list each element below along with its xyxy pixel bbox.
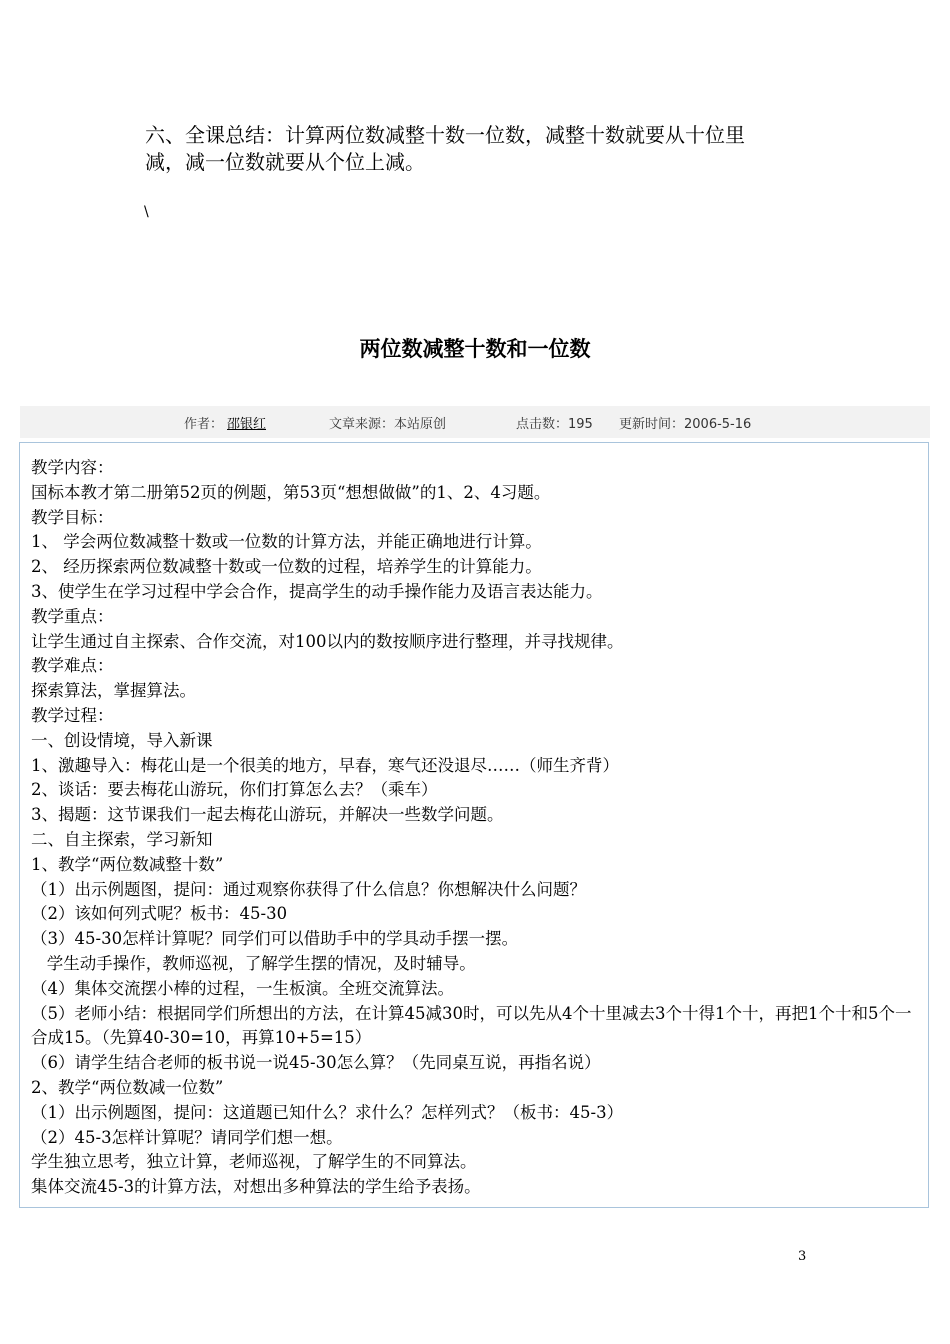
summary-line-1: 六、全课总结：计算两位数减整十数一位数，减整十数就要从十位里 (145, 123, 745, 147)
author-link[interactable]: 邵银红 (227, 417, 267, 432)
content-line: 2、教学“两位数减一位数” (31, 1077, 224, 1097)
article-source: 文章来源：本站原创 (329, 417, 447, 432)
content-line: （2）该如何列式呢？板书：45-30 (31, 904, 288, 924)
content-line: 教学难点： (31, 656, 114, 676)
content-line: （2）45-3怎样计算呢？请同学们想一想。 (31, 1127, 343, 1147)
content-line: （1）出示例题图，提问：通过观察你获得了什么信息？你想解决什么问题？ (31, 879, 586, 899)
author-label: 作者： (184, 417, 224, 432)
content-line: 3、揭题：这节课我们一起去梅花山游玩，并解决一些数学问题。 (31, 805, 504, 825)
content-line: 教学目标： (31, 507, 114, 527)
content-line: （1）出示例题图，提问：这道题已知什么？求什么？怎样列式？（板书：45-3） (31, 1102, 624, 1122)
content-line: 2、谈话：要去梅花山游玩，你们打算怎么去？（乘车） (31, 780, 438, 800)
content-line: 二、自主探索，学习新知 (31, 829, 213, 849)
content-line: 教学内容： (31, 458, 114, 477)
article-meta-bar (20, 406, 930, 438)
content-line: 国标本教才第二册第52页的例题，第53页“想想做做”的1、2、4习题。 (31, 482, 551, 502)
content-line: 教学过程： (31, 705, 114, 725)
article-title: 两位数减整十数和一位数 (359, 337, 591, 361)
stray-backslash: \ (144, 204, 149, 220)
hit-count: 点击数：195 (516, 417, 593, 432)
content-line: 让学生通过自主探索、合作交流，对100以内的数按顺序进行整理，并寻找规律。 (31, 631, 624, 651)
lesson-summary (145, 122, 825, 176)
content-line: 教学重点： (31, 606, 114, 626)
update-time: 更新时间：2006-5-16 (619, 417, 752, 432)
content-line: （3）45-30怎样计算呢？同学们可以借助手中的学具动手摆一摆。 (31, 929, 519, 949)
content-line: （4）集体交流摆小棒的过程，一生板演。全班交流算法。 (31, 978, 454, 998)
content-line: 一、创设情境，导入新课 (31, 730, 213, 750)
content-line: 学生独立思考，独立计算，老师巡视，了解学生的不同算法。 (31, 1152, 477, 1172)
content-line: 1、激趣导入：梅花山是一个很美的地方，早春，寒气还没退尽……（师生齐背） (31, 755, 619, 775)
content-line: 2、 经历探索两位数减整十数或一位数的过程，培养学生的计算能力。 (31, 557, 542, 577)
content-line: 学生动手操作，教师巡视，了解学生摆的情况，及时辅导。 (31, 953, 476, 973)
summary-line-2: 减，减一位数就要从个位上减。 (145, 150, 425, 174)
content-line: 3、使学生在学习过程中学会合作，提高学生的动手操作能力及语言表达能力。 (31, 581, 603, 601)
content-line: 1、 学会两位数减整十数或一位数的计算方法，并能正确地进行计算。 (31, 532, 542, 552)
article-content (19, 442, 929, 1208)
page-number: 3 (798, 1249, 807, 1264)
content-line: 1、教学“两位数减整十数” (31, 854, 224, 874)
content-line: 探索算法，掌握算法。 (31, 681, 196, 701)
content-line: （6）请学生结合老师的板书说一说45-30怎么算？（先同桌互说，再指名说） (31, 1053, 601, 1073)
content-line: （5）老师小结：根据同学们所想出的方法，在计算45减30时，可以先从4个十里减去3个十得1个十，再把1个十和5个一合成15。（先算40-30=10，再算10+5=15） (31, 1003, 912, 1048)
content-line: 集体交流45-3的计算方法，对想出多种算法的学生给予表扬。 (31, 1177, 481, 1197)
